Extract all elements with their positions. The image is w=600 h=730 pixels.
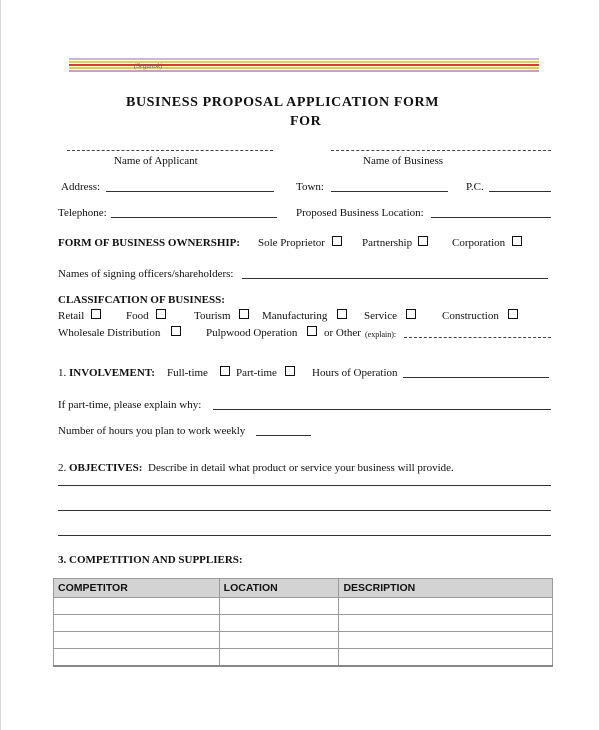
food-checkbox[interactable] [156, 309, 166, 319]
telephone-field[interactable] [111, 217, 277, 218]
classification-option-label: Construction [442, 310, 499, 322]
sole-proprietor-checkbox[interactable] [332, 236, 342, 246]
table-cell[interactable] [339, 632, 553, 649]
location-field[interactable] [431, 217, 551, 218]
table-cell[interactable] [339, 649, 553, 667]
classification-option-label: Food [126, 310, 149, 322]
classification-option-label: Tourism [194, 310, 231, 322]
objectives-field-line[interactable] [58, 510, 551, 511]
ownership-option-label: Sole Proprietor [258, 237, 325, 249]
header-stripe [69, 58, 539, 60]
objectives-field-line[interactable] [58, 535, 551, 536]
table-cell[interactable] [54, 632, 220, 649]
applicant-name-field[interactable] [67, 150, 273, 151]
header-stripe [69, 70, 539, 72]
table-row [54, 615, 553, 632]
form-title: BUSINESS PROPOSAL APPLICATION FORM [126, 95, 440, 110]
column-header-description: DESCRIPTION [339, 579, 553, 598]
classification-option-label: Manufacturing [262, 310, 328, 322]
header-signature: (Seganok) [134, 62, 163, 70]
ownership-label: FORM OF BUSINESS OWNERSHIP: [58, 237, 241, 249]
table-cell[interactable] [54, 615, 220, 632]
column-header-location: LOCATION [219, 579, 339, 598]
table-cell[interactable] [219, 598, 339, 615]
table-row [54, 649, 553, 667]
address-label: Address: [61, 181, 101, 193]
officers-field[interactable] [242, 278, 548, 279]
competition-table [53, 578, 553, 667]
corporation-checkbox[interactable] [512, 236, 522, 246]
parttime-checkbox[interactable] [285, 366, 295, 376]
partnership-checkbox[interactable] [418, 236, 428, 246]
retail-checkbox[interactable] [91, 309, 101, 319]
business-name-label: Name of Business [363, 155, 444, 167]
classification-label: CLASSIFCATION OF BUSINESS: [58, 294, 225, 306]
officers-label: Names of signing officers/shareholders: [58, 268, 234, 280]
wholesale-distribution-checkbox[interactable] [171, 326, 181, 336]
table-cell[interactable] [54, 649, 220, 667]
manufacturing-checkbox[interactable] [337, 309, 347, 319]
other-explain-field[interactable] [404, 337, 551, 338]
classification-option-label: or Other [324, 327, 361, 339]
objectives-number: 2. [58, 462, 67, 474]
fulltime-checkbox[interactable] [220, 366, 230, 376]
telephone-label: Telephone: [58, 207, 107, 219]
pc-label: P.C. [466, 181, 484, 193]
table-row [54, 598, 553, 615]
explain-hint: (explain): [365, 330, 397, 339]
classification-option-label: Pulpwood Operation [206, 327, 298, 339]
weekly-hours-field[interactable] [256, 435, 311, 436]
service-checkbox[interactable] [406, 309, 416, 319]
classification-option-label: Wholesale Distribution [58, 327, 161, 339]
construction-checkbox[interactable] [508, 309, 518, 319]
table-cell[interactable] [219, 632, 339, 649]
objectives-field-line[interactable] [58, 485, 551, 486]
weekly-hours-label: Number of hours you plan to work weekly [58, 425, 246, 437]
table-cell[interactable] [339, 598, 553, 615]
town-label: Town: [296, 181, 324, 193]
involvement-number: 1. [58, 367, 67, 379]
hours-label: Hours of Operation [312, 367, 398, 379]
ownership-option-label: Partnership [362, 237, 413, 249]
hours-field[interactable] [403, 377, 549, 378]
table-cell[interactable] [54, 598, 220, 615]
objectives-label: OBJECTIVES: [69, 462, 143, 474]
table-cell[interactable] [339, 615, 553, 632]
table-header-row [54, 579, 553, 598]
classification-option-label: Service [364, 310, 397, 322]
pc-field[interactable] [489, 191, 551, 192]
location-label: Proposed Business Location: [296, 207, 424, 219]
table-row [54, 632, 553, 649]
ownership-option-label: Corporation [452, 237, 506, 249]
table-cell[interactable] [219, 649, 339, 667]
form-title-for: FOR [290, 114, 322, 129]
parttime-label: Part-time [236, 367, 277, 379]
involvement-label: INVOLVEMENT: [69, 367, 155, 379]
applicant-name-label: Name of Applicant [114, 155, 198, 167]
town-field[interactable] [331, 191, 448, 192]
objectives-text: Describe in detail what product or service your business will provide. [148, 462, 454, 474]
column-header-competitor: COMPETITOR [54, 579, 220, 598]
parttime-explain-field[interactable] [213, 409, 551, 410]
classification-option-label: Retail [58, 310, 85, 322]
competition-label: 3. COMPETITION AND SUPPLIERS: [58, 554, 243, 566]
parttime-explain-label: If part-time, please explain why: [58, 399, 202, 411]
table-cell[interactable] [219, 615, 339, 632]
pulpwood-operation-checkbox[interactable] [307, 326, 317, 336]
business-name-field[interactable] [331, 150, 551, 151]
address-field[interactable] [106, 191, 274, 192]
tourism-checkbox[interactable] [239, 309, 249, 319]
fulltime-label: Full-time [167, 367, 208, 379]
